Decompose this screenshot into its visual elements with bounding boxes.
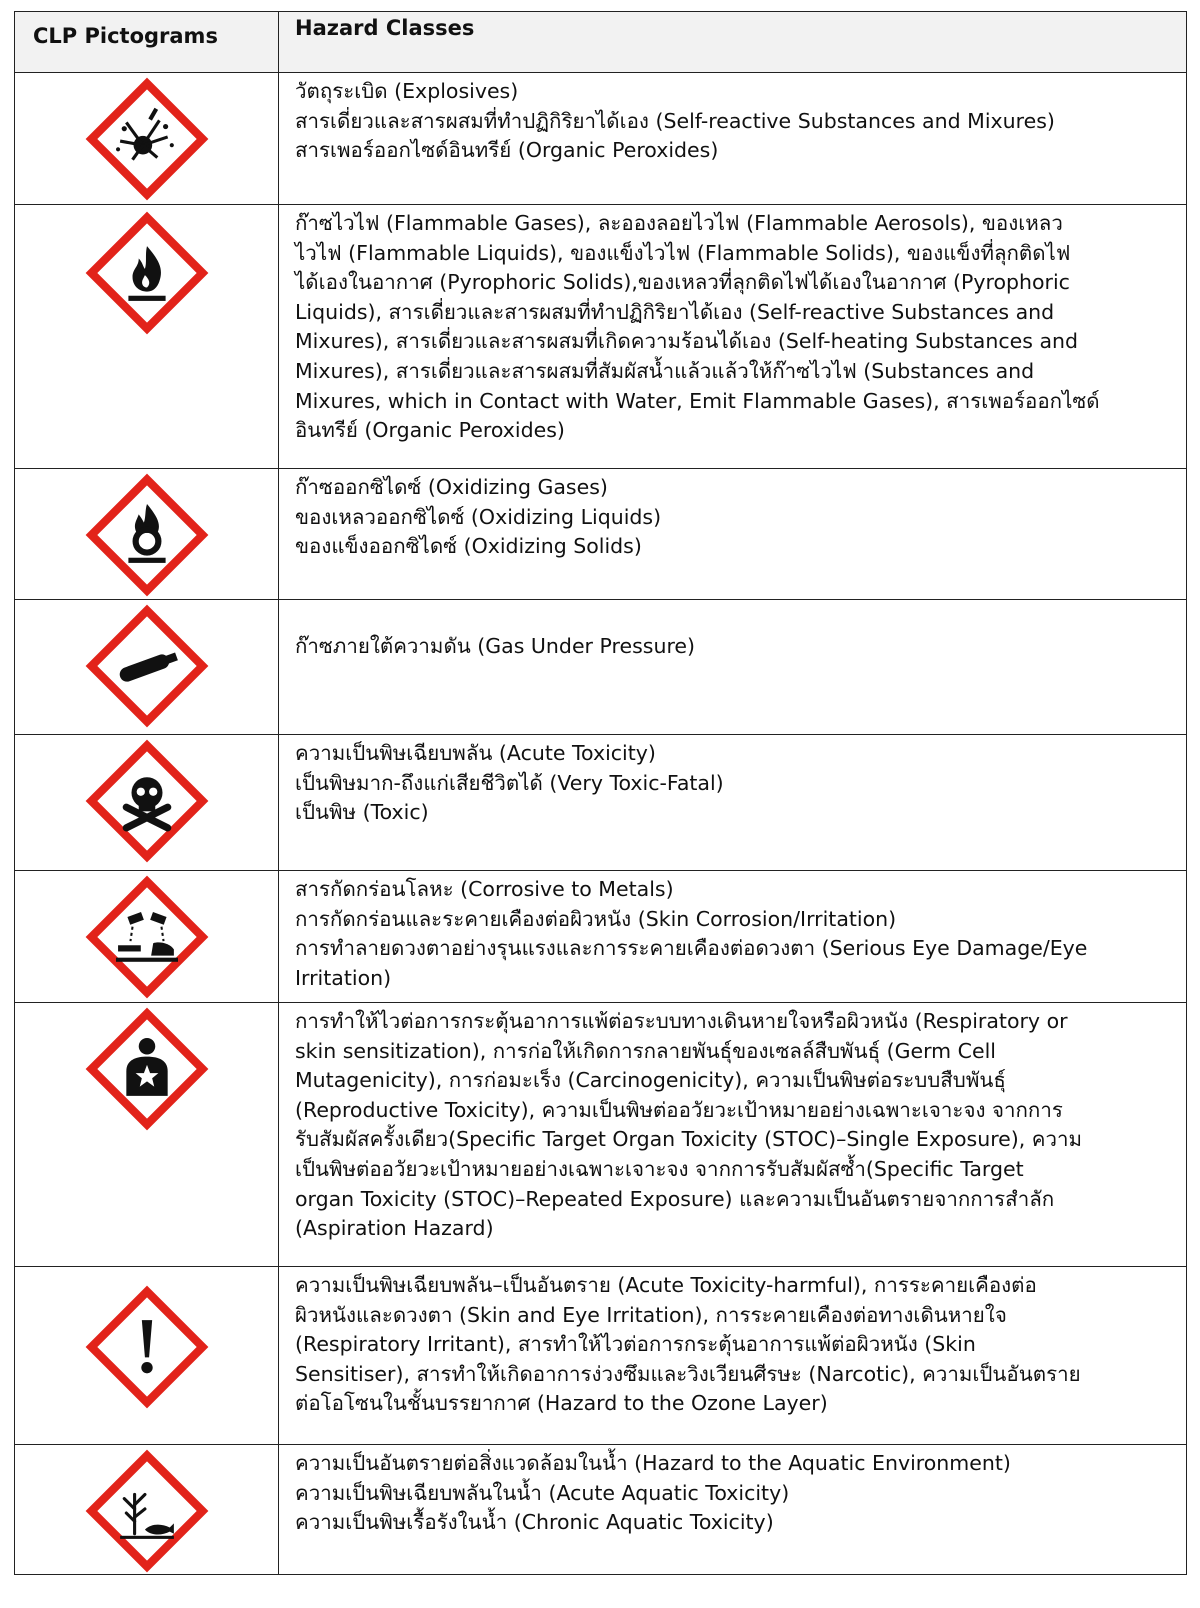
skull-crossbones-icon [85, 739, 209, 863]
hazard-line: Mixures), สารเดี่ยวและสารผสมที่สัมผัสน้ำแล้วแล้วให้ก๊าซไวไฟ (Substances and [295, 358, 1035, 383]
hazard-line: organ Toxicity (STOC)–Repeated Exposure) และความเป็นอันตรายจากการสำลัก [295, 1186, 1055, 1211]
pictogram-cell [15, 600, 279, 735]
hazard-line: ความเป็นพิษเฉียบพลัน–เป็นอันตราย (Acute Toxicity-harmful), การระคายเคืองต่อ [295, 1273, 1037, 1297]
hazard-line: ความเป็นพิษเฉียบพลันในน้ำ (Acute Aquatic Toxicity) [295, 1480, 790, 1505]
hazard-line: เป็นพิษ (Toxic) [295, 800, 429, 825]
hazard-line: วัตถุระเบิด (Explosives) [295, 79, 519, 103]
pictogram-cell [15, 1003, 279, 1267]
hazard-line: Liquids), สารเดี่ยวและสารผสมที่ทำปฏิกิริยาได้เอง (Self-reactive Substances and [295, 299, 1055, 324]
hazard-classes-cell [279, 469, 1187, 600]
hazard-line: การทำลายดวงตาอย่างรุนแรงและการระคายเคืองต่อดวงตา (Serious Eye Damage/Eye [295, 936, 1088, 961]
table-row [15, 1267, 1187, 1445]
hazard-line: ความเป็นอันตรายต่อสิ่งแวดล้อมในน้ำ (Hazard to the Aquatic Environment) [295, 1451, 1011, 1475]
pictogram-cell [15, 1267, 279, 1445]
hazard-line: Irritation) [295, 965, 392, 990]
corrosion-icon [85, 875, 209, 999]
hazard-line: (Reproductive Toxicity), ความเป็นพิษต่ออวัยวะเป้าหมายอย่างเฉพาะเจาะจง จากการ [295, 1097, 1063, 1122]
hazard-line: สารกัดกร่อนโลหะ (Corrosive to Metals) [295, 877, 674, 901]
hazard-line: รับสัมผัสครั้งเดียว(Specific Target Organ Toxicity (STOC)–Single Exposure), ความ [295, 1127, 1083, 1152]
table-row [15, 1003, 1187, 1267]
table-row [15, 469, 1187, 600]
pictogram-cell [15, 469, 279, 600]
hazard-line: สารเพอร์ออกไซด์อินทรีย์ (Organic Peroxides) [295, 138, 719, 163]
header-row [15, 12, 1187, 73]
table-row [15, 1445, 1187, 1575]
hazard-line: ต่อโอโซนในชั้นบรรยากาศ (Hazard to the Ozone Layer) [295, 1391, 828, 1416]
table-row [15, 205, 1187, 469]
table-row [15, 73, 1187, 205]
hazard-classes-cell [279, 205, 1187, 469]
pictogram-cell [15, 205, 279, 469]
flame-icon [85, 211, 209, 335]
table-row [15, 735, 1187, 871]
hazard-line: Mixures), สารเดี่ยวและสารผสมที่เกิดความร้อนได้เอง (Self-heating Substances and [295, 329, 1079, 354]
header-hazard-classes: Hazard Classes [279, 12, 1187, 73]
pictogram-cell [15, 73, 279, 205]
header-pictograms: CLP Pictograms [15, 12, 279, 73]
hazard-classes-cell [279, 1003, 1187, 1267]
hazard-line: ผิวหนังและดวงตา (Skin and Eye Irritation), การระคายเคืองต่อทางเดินหายใจ [295, 1302, 1007, 1327]
hazard-table [14, 11, 1187, 1575]
hazard-classes-cell [279, 871, 1187, 1003]
hazard-line: ความเป็นพิษเรื้อรังในน้ำ (Chronic Aquatic Toxicity) [295, 1510, 774, 1535]
table-row [15, 600, 1187, 735]
hazard-line: Mutagenicity), การก่อมะเร็ง (Carcinogenicity), ความเป็นพิษต่อระบบสืบพันธุ์ [295, 1068, 1006, 1093]
hazard-line: เป็นพิษต่ออวัยวะเป้าหมายอย่างเฉพาะเจาะจง จากการรับสัมผัสซ้ำ(Specific Target [295, 1156, 1024, 1181]
pictogram-cell [15, 1445, 279, 1575]
hazard-line: ของแข็งออกซิไดซ์ (Oxidizing Solids) [295, 534, 642, 559]
hazard-line: Mixures, which in Contact with Water, Emit Flammable Gases), สารเพอร์ออกไซด์ [295, 388, 1100, 413]
gas-cylinder-icon [85, 604, 209, 728]
hazard-line: ก๊าซไวไฟ (Flammable Gases), ละอองลอยไวไฟ (Flammable Aerosols), ของเหลว [295, 211, 1063, 235]
pictogram-cell [15, 871, 279, 1003]
health-hazard-icon [85, 1007, 209, 1131]
hazard-line: (Respiratory Irritant), สารทำให้ไวต่อการกระตุ้นอาการแพ้ต่อผิวหนัง (Skin [295, 1332, 976, 1357]
hazard-line: ไวไฟ (Flammable Liquids), ของแข็งไวไฟ (Flammable Solids), ของแข็งที่ลุกติดไฟ [295, 240, 1071, 265]
hazard-line: การกัดกร่อนและระคายเคืองต่อผิวหนัง (Skin Corrosion/Irritation) [295, 906, 897, 931]
hazard-line: สารเดี่ยวและสารผสมที่ทำปฏิกิริยาได้เอง (Self-reactive Substances and Mixures) [295, 108, 1055, 133]
hazard-line: อินทรีย์ (Organic Peroxides) [295, 418, 565, 443]
hazard-line: ความเป็นพิษเฉียบพลัน (Acute Toxicity) [295, 741, 656, 765]
hazard-line: การทำให้ไวต่อการกระตุ้นอาการแพ้ต่อระบบทางเดินหายใจหรือผิวหนัง (Respiratory or [295, 1009, 1068, 1033]
pictogram-cell [15, 735, 279, 871]
hazard-classes-cell [279, 600, 1187, 735]
hazard-line: ก๊าซออกซิไดซ์ (Oxidizing Gases) [295, 475, 608, 499]
table-row [15, 871, 1187, 1003]
explosive-icon [85, 77, 209, 201]
hazard-line: เป็นพิษมาก-ถึงแก่เสียชีวิตได้ (Very Toxic-Fatal) [295, 770, 724, 795]
flame-over-circle-icon [85, 473, 209, 597]
hazard-classes-cell [279, 1445, 1187, 1575]
hazard-classes-cell [279, 73, 1187, 205]
environment-icon [85, 1449, 209, 1573]
hazard-line: ก๊าซภายใต้ความดัน (Gas Under Pressure) [295, 634, 696, 658]
hazard-classes-cell [279, 735, 1187, 871]
hazard-line: Sensitiser), สารทำให้เกิดอาการง่วงซึมและวิงเวียนศีรษะ (Narcotic), ความเป็นอันตราย [295, 1361, 1081, 1386]
hazard-classes-cell [279, 1267, 1187, 1445]
hazard-line: skin sensitization), การก่อให้เกิดการกลายพันธุ์ของเซลล์สืบพันธุ์ (Germ Cell [295, 1038, 996, 1063]
hazard-line: (Aspiration Hazard) [295, 1216, 494, 1241]
hazard-line: ได้เองในอากาศ (Pyrophoric Solids),ของเหลวที่ลุกติดไฟได้เองในอากาศ (Pyrophoric [295, 270, 1070, 295]
hazard-line: ของเหลวออกซิไดซ์ (Oxidizing Liquids) [295, 504, 662, 529]
exclamation-mark-icon [85, 1285, 209, 1409]
